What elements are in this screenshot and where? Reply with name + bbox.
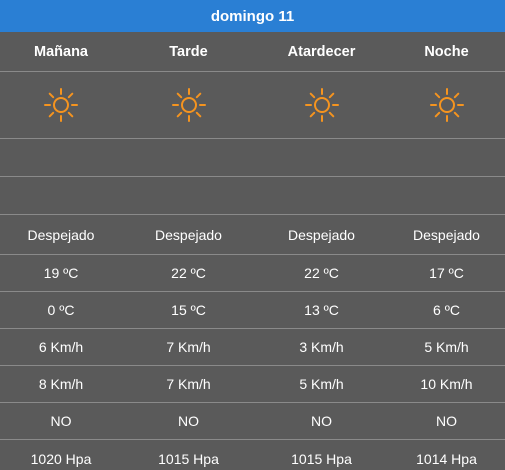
- wind-direction-value: NO: [50, 413, 72, 429]
- gust-speed-value: 10 Km/h: [420, 376, 473, 392]
- pressure-value: 1020 Hpa: [30, 450, 92, 467]
- gust-speed-value: 7 Km/h: [166, 376, 211, 392]
- temp-min-value: 0 ºC: [47, 302, 75, 318]
- wind-direction-value: NO: [178, 413, 199, 429]
- weather-icon-cell: [122, 87, 255, 123]
- wind-direction-value: NO: [311, 413, 332, 429]
- wind-direction-row: [0, 403, 505, 440]
- period-label-afternoon: Tarde: [169, 43, 208, 60]
- sun-icon: [171, 87, 207, 123]
- condition-row: [0, 215, 505, 255]
- pressure-value: 1015 Hpa: [291, 450, 352, 467]
- period-label-night: Noche: [424, 43, 469, 60]
- condition-text: Despejado: [27, 226, 95, 243]
- condition-text: Despejado: [155, 226, 222, 243]
- temp-max-value: 17 ºC: [429, 265, 464, 281]
- temp-min-value: 6 ºC: [433, 302, 460, 318]
- temp-max-row: [0, 255, 505, 292]
- temp-min-row: [0, 292, 505, 329]
- pressure-value: 1015 Hpa: [158, 450, 219, 467]
- temp-max-value: 22 ºC: [171, 265, 206, 281]
- sun-icon: [429, 87, 465, 123]
- wind-speed-value: 3 Km/h: [299, 339, 344, 355]
- wind-row: [0, 329, 505, 366]
- pressure-value: 1014 Hpa: [416, 450, 477, 467]
- condition-text: Despejado: [413, 226, 480, 243]
- sun-icon: [304, 87, 340, 123]
- wind-speed-value: 6 Km/h: [38, 339, 84, 355]
- period-label-morning: Mañana: [34, 43, 88, 60]
- gust-row: [0, 366, 505, 403]
- gust-speed-value: 5 Km/h: [299, 376, 344, 392]
- period-labels-row: [0, 32, 505, 72]
- gust-speed-value: 8 Km/h: [38, 376, 84, 392]
- temp-min-value: 15 ºC: [171, 302, 206, 318]
- weather-icon-cell: [0, 87, 122, 123]
- temp-max-value: 22 ºC: [304, 265, 339, 281]
- wind-speed-value: 7 Km/h: [166, 339, 211, 355]
- day-title: domingo 11: [210, 7, 295, 25]
- wind-speed-value: 5 Km/h: [424, 339, 469, 355]
- period-label-dusk: Atardecer: [287, 43, 356, 60]
- wind-direction-value: NO: [436, 413, 457, 429]
- pressure-row: [0, 440, 505, 470]
- weather-icon-cell: [255, 87, 388, 123]
- weather-icon-cell: [388, 87, 505, 123]
- empty-row: [0, 139, 505, 177]
- temp-max-value: 19 ºC: [43, 265, 79, 281]
- day-header: [0, 0, 505, 32]
- sun-icon: [43, 87, 79, 123]
- empty-row: [0, 177, 505, 215]
- temp-min-value: 13 ºC: [304, 302, 339, 318]
- condition-text: Despejado: [288, 226, 355, 243]
- weather-icons-row: [0, 72, 505, 139]
